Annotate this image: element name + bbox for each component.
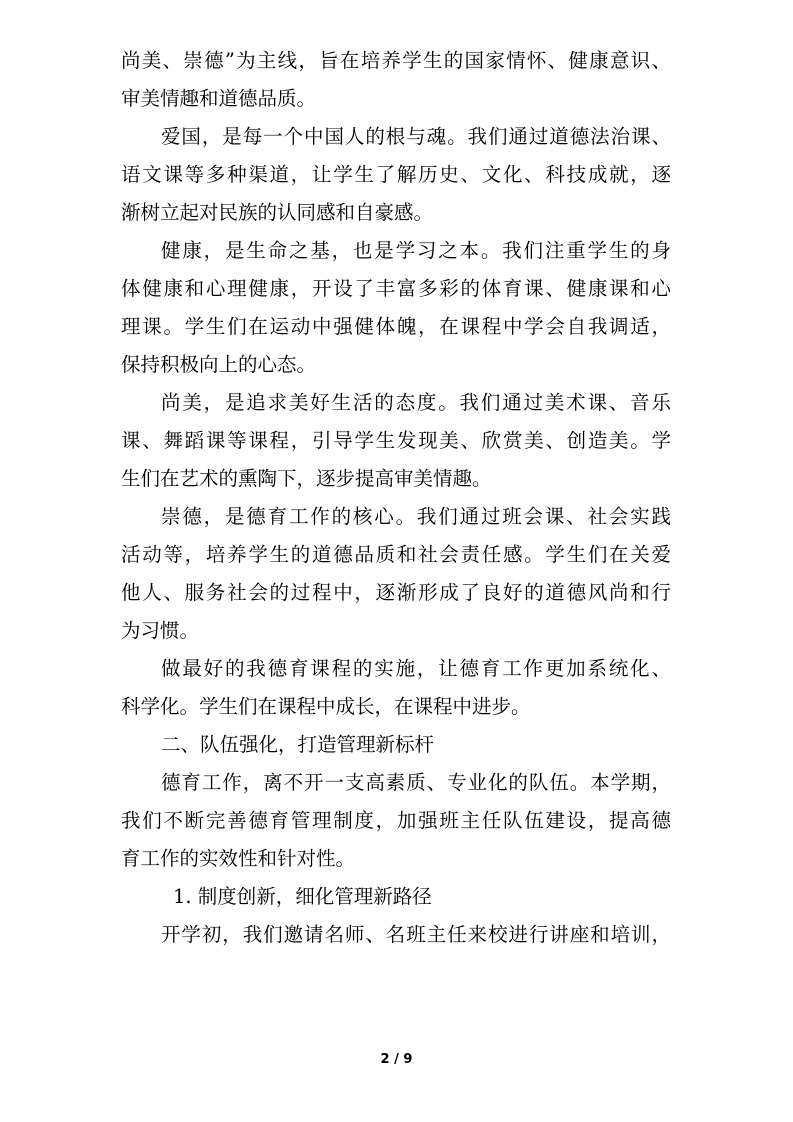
paragraph-line: 语文课等多种渠道，让学生了解历史、文化、科技成就，逐	[121, 163, 671, 186]
paragraph-line: 我们不断完善德育管理制度，加强班主任队伍建设，提高德	[121, 809, 671, 832]
paragraph-line: 为习惯。	[121, 619, 200, 642]
paragraph-line: 开学初，我们邀请名师、名班主任来校进行讲座和培训，	[161, 923, 671, 946]
paragraph-line: 课、舞蹈课等课程，引导学生发现美、欣赏美、创造美。学	[121, 429, 671, 452]
paragraph-line: 爱国，是每一个中国人的根与魂。我们通过道德法治课、	[161, 125, 671, 148]
paragraph-line: 科学化。学生们在课程中成长，在课程中进步。	[121, 695, 531, 718]
subsection-heading: 1. 制度创新，细化管理新路径	[173, 885, 432, 908]
paragraph-line: 做最好的我德育课程的实施，让德育工作更加系统化、	[161, 657, 671, 680]
paragraph-line: 生们在艺术的熏陶下，逐步提高审美情趣。	[121, 467, 492, 490]
paragraph-line: 渐树立起对民族的认同感和自豪感。	[121, 201, 434, 224]
paragraph-line: 审美情趣和道德品质。	[121, 87, 317, 110]
paragraph-line: 保持积极向上的心态。	[121, 353, 317, 376]
paragraph-line: 他人、服务社会的过程中，逐渐形成了良好的道德风尚和行	[121, 581, 671, 604]
section-heading: 二、队伍强化，打造管理新标杆	[161, 733, 435, 756]
paragraph-line: 崇德，是德育工作的核心。我们通过班会课、社会实践	[161, 505, 671, 528]
paragraph-line: 尚美，是追求美好生活的态度。我们通过美术课、音乐	[161, 391, 671, 414]
paragraph-line: 尚美、崇德”为主线，旨在培养学生的国家情怀、健康意识、	[121, 49, 671, 72]
paragraph-line: 体健康和心理健康，开设了丰富多彩的体育课、健康课和心	[121, 277, 671, 300]
paragraph-line: 理课。学生们在运动中强健体魄，在课程中学会自我调适，	[121, 315, 671, 338]
paragraph-line: 健康，是生命之基，也是学习之本。我们注重学生的身	[161, 239, 671, 262]
paragraph-line: 德育工作，离不开一支高素质、专业化的队伍。本学期，	[161, 771, 671, 794]
document-body	[121, 42, 671, 954]
page-number: 2 / 9	[380, 1052, 413, 1067]
paragraph-line: 育工作的实效性和针对性。	[121, 847, 356, 870]
paragraph-line: 活动等，培养学生的道德品质和社会责任感。学生们在关爱	[121, 543, 671, 566]
